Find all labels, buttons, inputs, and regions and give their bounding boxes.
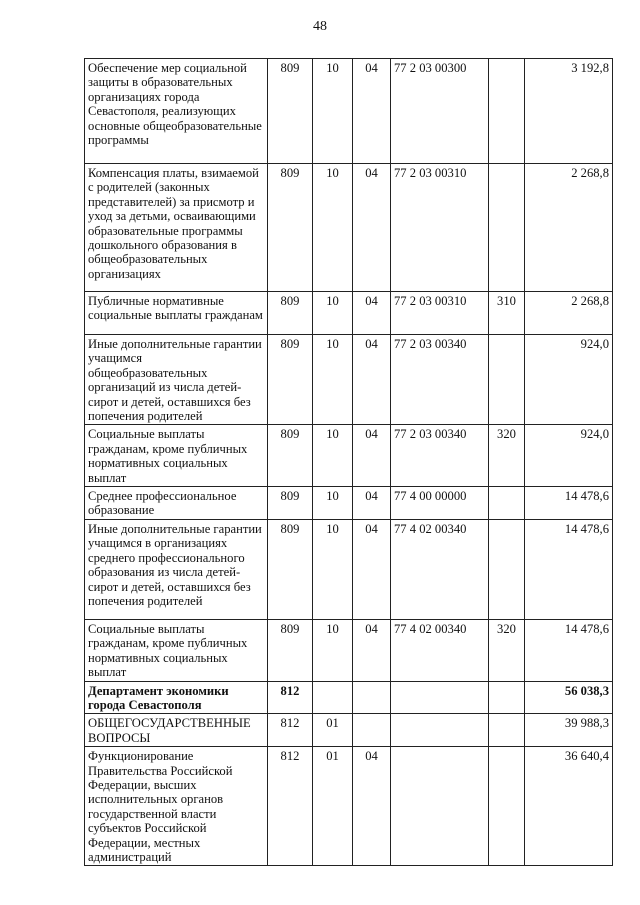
row-section-cell: 10 bbox=[313, 164, 353, 292]
row-name-cell: ОБЩЕГОСУДАРСТВЕННЫЕ ВОПРОСЫ bbox=[85, 714, 268, 747]
row-sum-cell: 14 478,6 bbox=[525, 619, 613, 681]
row-code-cell: 812 bbox=[268, 747, 313, 866]
table-row bbox=[85, 59, 613, 164]
row-section-cell: 10 bbox=[313, 59, 353, 164]
row-name-cell: Социальные выплаты гражданам, кроме публичных нормативных социальных выплат bbox=[85, 619, 268, 681]
row-code-cell: 809 bbox=[268, 425, 313, 487]
row-sum-cell: 14 478,6 bbox=[525, 487, 613, 520]
row-subsection-cell: 04 bbox=[353, 425, 391, 487]
table-row bbox=[85, 425, 613, 487]
row-target-cell: 77 2 03 00340 bbox=[391, 425, 489, 487]
row-code-cell: 809 bbox=[268, 292, 313, 335]
row-section-cell: 01 bbox=[313, 714, 353, 747]
row-section-cell: 10 bbox=[313, 335, 353, 425]
row-subsection-cell: 04 bbox=[353, 487, 391, 520]
row-target-cell: 77 4 02 00340 bbox=[391, 519, 489, 619]
row-target-cell bbox=[391, 714, 489, 747]
row-code-cell: 812 bbox=[268, 681, 313, 714]
row-section-cell: 10 bbox=[313, 487, 353, 520]
row-code-cell: 812 bbox=[268, 714, 313, 747]
row-name-cell: Публичные нормативные социальные выплаты гражданам bbox=[85, 292, 268, 335]
row-target-cell: 77 2 03 00310 bbox=[391, 164, 489, 292]
row-target-cell bbox=[391, 747, 489, 866]
row-subsection-cell: 04 bbox=[353, 519, 391, 619]
row-subsection-cell: 04 bbox=[353, 164, 391, 292]
row-name-cell: Среднее профессиональное образование bbox=[85, 487, 268, 520]
row-type-cell: 310 bbox=[489, 292, 525, 335]
row-section-cell: 10 bbox=[313, 425, 353, 487]
row-name-cell: Обеспечение мер социальной защиты в образовательных организациях города Севастополя, реализующих основные общеобразовательные программы bbox=[85, 59, 268, 164]
row-section-cell bbox=[313, 681, 353, 714]
table-row bbox=[85, 335, 613, 425]
page-number: 48 bbox=[313, 19, 327, 34]
row-sum-cell: 3 192,8 bbox=[525, 59, 613, 164]
row-sum-cell: 36 640,4 bbox=[525, 747, 613, 866]
row-subsection-cell: 04 bbox=[353, 292, 391, 335]
row-sum-cell: 56 038,3 bbox=[525, 681, 613, 714]
row-section-cell: 10 bbox=[313, 519, 353, 619]
table-row bbox=[85, 487, 613, 520]
row-type-cell: 320 bbox=[489, 619, 525, 681]
row-subsection-cell bbox=[353, 714, 391, 747]
row-target-cell: 77 4 00 00000 bbox=[391, 487, 489, 520]
row-code-cell: 809 bbox=[268, 487, 313, 520]
row-type-cell bbox=[489, 519, 525, 619]
row-target-cell: 77 2 03 00340 bbox=[391, 335, 489, 425]
row-sum-cell: 2 268,8 bbox=[525, 292, 613, 335]
row-type-cell bbox=[489, 681, 525, 714]
row-code-cell: 809 bbox=[268, 335, 313, 425]
row-target-cell: 77 2 03 00310 bbox=[391, 292, 489, 335]
row-target-cell: 77 2 03 00300 bbox=[391, 59, 489, 164]
table-row bbox=[85, 619, 613, 681]
row-subsection-cell: 04 bbox=[353, 619, 391, 681]
table-row bbox=[85, 681, 613, 714]
table-row bbox=[85, 714, 613, 747]
row-sum-cell: 924,0 bbox=[525, 425, 613, 487]
table-row bbox=[85, 292, 613, 335]
row-sum-cell: 14 478,6 bbox=[525, 519, 613, 619]
row-name-cell: Департамент экономики города Севастополя bbox=[85, 681, 268, 714]
row-section-cell: 01 bbox=[313, 747, 353, 866]
row-code-cell: 809 bbox=[268, 519, 313, 619]
row-code-cell: 809 bbox=[268, 59, 313, 164]
row-name-cell: Компенсация платы, взимаемой с родителей (законных представителей) за присмотр и уход за детьми, осваивающими образовательные программы дошкольного образования в общеобразовательных организациях bbox=[85, 164, 268, 292]
row-subsection-cell: 04 bbox=[353, 59, 391, 164]
row-type-cell bbox=[489, 747, 525, 866]
budget-table-body bbox=[85, 59, 613, 866]
row-type-cell bbox=[489, 59, 525, 164]
table-row bbox=[85, 747, 613, 866]
row-type-cell bbox=[489, 164, 525, 292]
row-type-cell bbox=[489, 335, 525, 425]
row-target-cell: 77 4 02 00340 bbox=[391, 619, 489, 681]
row-code-cell: 809 bbox=[268, 164, 313, 292]
row-name-cell: Иные дополнительные гарантии учащимся в организациях среднего профессионального образования из числа детей-сирот и детей, оставшихся без попечения родителей bbox=[85, 519, 268, 619]
row-subsection-cell: 04 bbox=[353, 747, 391, 866]
row-sum-cell: 2 268,8 bbox=[525, 164, 613, 292]
row-type-cell bbox=[489, 714, 525, 747]
row-code-cell: 809 bbox=[268, 619, 313, 681]
table-row bbox=[85, 519, 613, 619]
row-target-cell bbox=[391, 681, 489, 714]
row-sum-cell: 924,0 bbox=[525, 335, 613, 425]
row-name-cell: Иные дополнительные гарантии учащимся общеобразовательных организаций из числа детей-сирот и детей, оставшихся без попечения родителей bbox=[85, 335, 268, 425]
row-name-cell: Функционирование Правительства Российской Федерации, высших исполнительных органов государственной власти субъектов Российской Федерации, местных администраций bbox=[85, 747, 268, 866]
row-type-cell bbox=[489, 487, 525, 520]
row-section-cell: 10 bbox=[313, 292, 353, 335]
row-subsection-cell: 04 bbox=[353, 335, 391, 425]
table-row bbox=[85, 164, 613, 292]
row-section-cell: 10 bbox=[313, 619, 353, 681]
row-sum-cell: 39 988,3 bbox=[525, 714, 613, 747]
row-name-cell: Социальные выплаты гражданам, кроме публичных нормативных социальных выплат bbox=[85, 425, 268, 487]
row-subsection-cell bbox=[353, 681, 391, 714]
budget-table bbox=[84, 58, 613, 866]
row-type-cell: 320 bbox=[489, 425, 525, 487]
